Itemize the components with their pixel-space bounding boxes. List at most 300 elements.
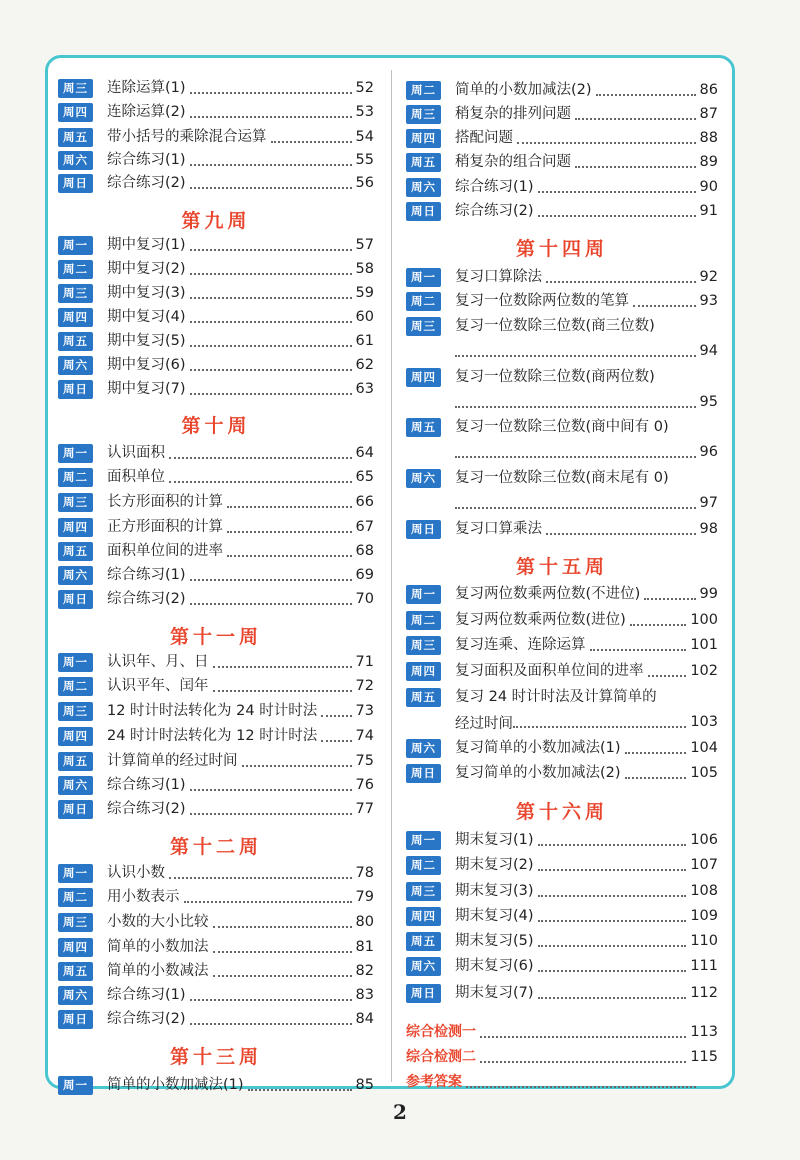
toc-entry-page: 66 bbox=[355, 494, 374, 510]
week-heading: 第十六周 bbox=[515, 801, 608, 823]
toc-entry-continuation bbox=[455, 492, 718, 514]
dot-leader bbox=[538, 869, 687, 871]
dot-leader bbox=[190, 92, 352, 94]
toc-entry-continuation bbox=[455, 391, 718, 413]
day-badge: 周二 bbox=[58, 260, 93, 279]
day-badge: 周五 bbox=[58, 752, 93, 771]
toc-entry[interactable] bbox=[406, 266, 718, 288]
day-badge: 周一 bbox=[406, 585, 441, 604]
dot-leader bbox=[513, 726, 686, 728]
day-badge: 周四 bbox=[58, 308, 93, 327]
toc-entry-title: 复习简单的小数加减法(1) bbox=[455, 740, 621, 756]
toc-entry-title: 复习两位数乘两位数(进位) bbox=[455, 612, 626, 628]
day-badge: 周日 bbox=[58, 174, 93, 193]
dot-leader bbox=[213, 666, 352, 668]
toc-entry-page: 83 bbox=[355, 987, 374, 1003]
day-badge: 周一 bbox=[406, 831, 441, 850]
toc-entry-title: 复习一位数除三位数(商中间有 0) bbox=[455, 419, 669, 435]
toc-entry-page: 81 bbox=[355, 939, 374, 955]
day-badge: 周五 bbox=[406, 418, 441, 437]
toc-entry-title: 期中复习(7) bbox=[107, 381, 186, 397]
week-heading: 第十一周 bbox=[169, 626, 262, 648]
day-badge: 周三 bbox=[58, 493, 93, 512]
toc-entry-page: 62 bbox=[355, 357, 374, 373]
dot-leader bbox=[321, 740, 351, 742]
day-badge: 周六 bbox=[406, 739, 441, 758]
toc-entry-page: 73 bbox=[355, 703, 374, 719]
day-badge: 周六 bbox=[406, 178, 441, 197]
toc-entry-page: 111 bbox=[690, 958, 718, 974]
toc-entry-continuation bbox=[455, 441, 718, 463]
dot-leader bbox=[633, 305, 696, 307]
day-badge: 周日 bbox=[406, 984, 441, 1003]
day-badge: 周日 bbox=[406, 520, 441, 539]
toc-entry-page: 93 bbox=[699, 293, 718, 309]
toc-entry-page: 89 bbox=[699, 154, 718, 170]
toc-entry-title: 复习两位数乘两位数(不进位) bbox=[455, 586, 641, 602]
dot-leader bbox=[575, 118, 696, 120]
week-heading: 第十五周 bbox=[515, 556, 608, 578]
toc-entry-title: 期中复习(1) bbox=[107, 237, 186, 253]
toc-entry[interactable] bbox=[406, 366, 718, 388]
toc-entry-page: 86 bbox=[699, 82, 718, 98]
dot-leader bbox=[538, 895, 687, 897]
toc-entry[interactable] bbox=[58, 540, 374, 562]
dot-leader bbox=[625, 752, 687, 754]
toc-entry[interactable] bbox=[406, 762, 718, 784]
dot-leader bbox=[213, 690, 352, 692]
dot-leader bbox=[455, 355, 696, 357]
toc-entry[interactable] bbox=[58, 126, 374, 148]
toc-entry-page: 107 bbox=[690, 857, 718, 873]
dot-leader bbox=[321, 715, 351, 717]
dot-leader bbox=[190, 1023, 352, 1025]
toc-entry-continuation bbox=[455, 711, 718, 733]
dot-leader bbox=[190, 321, 352, 323]
day-badge: 周六 bbox=[58, 151, 93, 170]
toc-entry-page: 60 bbox=[355, 309, 374, 325]
toc-entry[interactable] bbox=[406, 290, 718, 312]
toc-entry-page: 64 bbox=[355, 445, 374, 461]
toc-entry-title: 期中复习(4) bbox=[107, 309, 186, 325]
toc-entry-title: 面积单位 bbox=[107, 469, 165, 485]
day-badge: 周三 bbox=[406, 636, 441, 655]
day-badge: 周一 bbox=[406, 268, 441, 287]
day-badge: 周三 bbox=[58, 702, 93, 721]
toc-entry-continuation bbox=[455, 340, 718, 362]
toc-entry-title: 期末复习(3) bbox=[455, 883, 534, 899]
toc-entry-page: 74 bbox=[355, 728, 374, 744]
day-badge: 周三 bbox=[406, 882, 441, 901]
column-divider bbox=[391, 70, 392, 1082]
toc-entry-page: 76 bbox=[355, 777, 374, 793]
day-badge: 周四 bbox=[58, 103, 93, 122]
day-badge: 周一 bbox=[58, 444, 93, 463]
day-badge: 周一 bbox=[58, 236, 93, 255]
toc-entry[interactable] bbox=[58, 675, 374, 697]
toc-entry[interactable] bbox=[406, 686, 718, 708]
toc-entry[interactable] bbox=[406, 127, 718, 149]
toc-entry[interactable] bbox=[58, 101, 374, 123]
dot-leader bbox=[455, 507, 696, 509]
day-badge: 周五 bbox=[406, 688, 441, 707]
toc-entry-title: 复习口算除法 bbox=[455, 269, 542, 285]
toc-entry-title: 期末复习(6) bbox=[455, 958, 534, 974]
dot-leader bbox=[213, 975, 352, 977]
week-heading: 第十周 bbox=[181, 415, 251, 437]
toc-entry[interactable] bbox=[58, 378, 374, 400]
toc-entry-title: 期末复习(7) bbox=[455, 985, 534, 1001]
toc-entry-page: 72 bbox=[355, 678, 374, 694]
toc-entry-page: 108 bbox=[690, 883, 718, 899]
day-badge: 周五 bbox=[58, 962, 93, 981]
dot-leader bbox=[644, 598, 695, 600]
toc-entry[interactable] bbox=[58, 354, 374, 376]
toc-entry-page: 85 bbox=[355, 1077, 374, 1093]
toc-entry-title: 期中复习(6) bbox=[107, 357, 186, 373]
toc-entry-title: 复习一位数除三位数(商两位数) bbox=[455, 369, 655, 385]
day-badge: 周四 bbox=[406, 662, 441, 681]
dot-leader bbox=[546, 281, 696, 283]
day-badge: 周五 bbox=[58, 128, 93, 147]
toc-entry-page: 57 bbox=[355, 237, 374, 253]
toc-entry-title: 期末复习(1) bbox=[455, 832, 534, 848]
toc-entry-title: 正方形面积的计算 bbox=[107, 519, 223, 535]
toc-entry[interactable] bbox=[58, 282, 374, 304]
toc-entry[interactable] bbox=[406, 315, 718, 337]
toc-entry-page: 97 bbox=[699, 495, 718, 511]
toc-entry-page: 61 bbox=[355, 333, 374, 349]
dot-leader bbox=[538, 215, 696, 217]
dot-leader bbox=[538, 844, 687, 846]
day-badge: 周四 bbox=[406, 907, 441, 926]
toc-entry-title: 综合练习(1) bbox=[107, 567, 186, 583]
day-badge: 周一 bbox=[58, 1076, 93, 1095]
toc-entry-title: 长方形面积的计算 bbox=[107, 494, 223, 510]
toc-entry[interactable] bbox=[58, 862, 374, 884]
toc-entry-page: 80 bbox=[355, 914, 374, 930]
toc-entry-page: 71 bbox=[355, 654, 374, 670]
dot-leader bbox=[190, 999, 352, 1001]
toc-entry[interactable] bbox=[406, 660, 718, 682]
day-badge: 周六 bbox=[58, 986, 93, 1005]
toc-entry[interactable] bbox=[58, 588, 374, 610]
toc-entry-page: 91 bbox=[699, 203, 718, 219]
toc-entry[interactable] bbox=[406, 518, 718, 540]
dot-leader bbox=[190, 187, 352, 189]
toc-entry-title: 复习面积及面积单位间的进率 bbox=[455, 663, 644, 679]
dot-leader bbox=[190, 345, 352, 347]
toc-entry-title: 认识面积 bbox=[107, 445, 165, 461]
toc-entry-title: 简单的小数加减法(1) bbox=[107, 1077, 244, 1093]
dot-leader bbox=[190, 273, 352, 275]
toc-entry-title: 复习简单的小数加减法(2) bbox=[455, 765, 621, 781]
dot-leader bbox=[190, 249, 352, 251]
toc-entry-title: 认识平年、闰年 bbox=[107, 678, 209, 694]
week-heading: 第十三周 bbox=[169, 1046, 262, 1068]
day-badge: 周二 bbox=[406, 81, 441, 100]
toc-entry[interactable] bbox=[406, 609, 718, 631]
day-badge: 周日 bbox=[58, 1010, 93, 1029]
toc-entry[interactable] bbox=[58, 516, 374, 538]
toc-entry-page: 65 bbox=[355, 469, 374, 485]
toc-entry-title: 认识小数 bbox=[107, 865, 165, 881]
day-badge: 周五 bbox=[406, 153, 441, 172]
week-heading: 第十四周 bbox=[515, 238, 608, 260]
toc-entry[interactable] bbox=[58, 984, 374, 1006]
dot-leader bbox=[271, 141, 352, 143]
dot-leader bbox=[227, 506, 352, 508]
toc-entry[interactable] bbox=[406, 416, 718, 438]
dot-leader bbox=[538, 997, 687, 999]
toc-entry[interactable] bbox=[406, 1021, 718, 1043]
day-badge: 周六 bbox=[58, 356, 93, 375]
toc-entry-page: 105 bbox=[690, 765, 718, 781]
toc-entry-page: 59 bbox=[355, 285, 374, 301]
toc-entry[interactable] bbox=[406, 583, 718, 605]
toc-entry[interactable] bbox=[58, 330, 374, 352]
dot-leader bbox=[190, 789, 352, 791]
toc-entry[interactable] bbox=[406, 79, 718, 101]
day-badge: 周日 bbox=[406, 764, 441, 783]
dot-leader bbox=[190, 579, 352, 581]
toc-entry-title: 期末复习(4) bbox=[455, 908, 534, 924]
toc-entry[interactable] bbox=[58, 750, 374, 772]
toc-entry-page: 90 bbox=[699, 179, 718, 195]
toc-entry-title: 连除运算(2) bbox=[107, 104, 186, 120]
toc-entry[interactable] bbox=[406, 634, 718, 656]
toc-entry-title: 计算简单的经过时间 bbox=[107, 753, 238, 769]
day-badge: 周日 bbox=[58, 380, 93, 399]
toc-entry-title: 参考答案 bbox=[406, 1074, 462, 1090]
toc-entry[interactable] bbox=[406, 176, 718, 198]
toc-entry-page: 98 bbox=[699, 521, 718, 537]
toc-entry-title: 复习一位数除三位数(商末尾有 0) bbox=[455, 470, 669, 486]
toc-entry-page: 69 bbox=[355, 567, 374, 583]
toc-entry[interactable] bbox=[406, 955, 718, 977]
toc-entry[interactable] bbox=[58, 911, 374, 933]
dot-leader bbox=[625, 777, 687, 779]
toc-entry-title: 复习口算乘法 bbox=[455, 521, 542, 537]
dot-leader bbox=[190, 369, 352, 371]
dot-leader bbox=[190, 297, 352, 299]
toc-entry[interactable] bbox=[58, 258, 374, 280]
toc-entry-page: 55 bbox=[355, 152, 374, 168]
toc-entry-page: 94 bbox=[699, 343, 718, 359]
toc-entry-title: 期末复习(2) bbox=[455, 857, 534, 873]
dot-leader bbox=[538, 191, 696, 193]
toc-entry[interactable] bbox=[58, 886, 374, 908]
toc-entry[interactable] bbox=[58, 466, 374, 488]
toc-entry-title: 综合练习(2) bbox=[107, 801, 186, 817]
week-heading: 第十二周 bbox=[169, 836, 262, 858]
dot-leader bbox=[538, 920, 687, 922]
toc-entry-page: 95 bbox=[699, 394, 718, 410]
toc-entry-page: 67 bbox=[355, 519, 374, 535]
toc-entry-page: 103 bbox=[690, 714, 718, 730]
toc-entry-page: 113 bbox=[690, 1024, 718, 1040]
dot-leader bbox=[190, 603, 352, 605]
day-badge: 周日 bbox=[58, 590, 93, 609]
day-badge: 周四 bbox=[58, 938, 93, 957]
day-badge: 周五 bbox=[406, 932, 441, 951]
dot-leader bbox=[227, 555, 352, 557]
day-badge: 周二 bbox=[406, 292, 441, 311]
toc-entry-page: 109 bbox=[690, 908, 718, 924]
day-badge: 周四 bbox=[58, 727, 93, 746]
toc-entry[interactable] bbox=[58, 960, 374, 982]
toc-entry-page: 70 bbox=[355, 591, 374, 607]
toc-entry[interactable] bbox=[58, 77, 374, 99]
day-badge: 周四 bbox=[58, 518, 93, 537]
dot-leader bbox=[213, 951, 352, 953]
toc-entry-title: 综合检测二 bbox=[406, 1049, 476, 1065]
toc-entry[interactable] bbox=[58, 1008, 374, 1030]
day-badge: 周二 bbox=[58, 468, 93, 487]
toc-entry[interactable] bbox=[58, 149, 374, 171]
toc-entry-page: 75 bbox=[355, 753, 374, 769]
toc-entry-page: 112 bbox=[690, 985, 718, 1001]
dot-leader bbox=[455, 456, 696, 458]
toc-entry[interactable] bbox=[406, 737, 718, 759]
dot-leader bbox=[242, 765, 352, 767]
dot-leader bbox=[648, 675, 687, 677]
toc-entry-page: 56 bbox=[355, 175, 374, 191]
day-badge: 周日 bbox=[406, 202, 441, 221]
toc-entry[interactable] bbox=[58, 491, 374, 513]
toc-entry-title: 期中复习(3) bbox=[107, 285, 186, 301]
toc-entry[interactable] bbox=[406, 982, 718, 1004]
dot-leader bbox=[190, 393, 352, 395]
day-badge: 周二 bbox=[58, 677, 93, 696]
toc-entry-title: 期中复习(2) bbox=[107, 261, 186, 277]
dot-leader bbox=[538, 945, 687, 947]
toc-entry-title: 认识年、月、日 bbox=[107, 654, 209, 670]
toc-entry-title-line2: 经过时间 bbox=[455, 715, 513, 732]
toc-entry-title: 稍复杂的组合问题 bbox=[455, 154, 571, 170]
toc-entry-page: 79 bbox=[355, 889, 374, 905]
toc-entry-title: 12 时计时法转化为 24 时计时法 bbox=[107, 703, 318, 719]
dot-leader bbox=[213, 926, 352, 928]
toc-entry-page: 110 bbox=[690, 933, 718, 949]
toc-entry-page: 78 bbox=[355, 865, 374, 881]
day-badge: 周六 bbox=[406, 469, 441, 488]
day-badge: 周三 bbox=[58, 913, 93, 932]
toc-entry[interactable] bbox=[58, 1074, 374, 1096]
toc-entry-page: 84 bbox=[355, 1011, 374, 1027]
toc-entry[interactable] bbox=[406, 1071, 718, 1093]
toc-entry[interactable] bbox=[58, 564, 374, 586]
day-badge: 周一 bbox=[58, 864, 93, 883]
day-badge: 周三 bbox=[58, 79, 93, 98]
toc-entry[interactable] bbox=[58, 936, 374, 958]
toc-entry-page: 52 bbox=[355, 80, 374, 96]
toc-entry-title: 综合练习(1) bbox=[107, 987, 186, 1003]
toc-entry-page: 102 bbox=[690, 663, 718, 679]
toc-entry[interactable] bbox=[406, 905, 718, 927]
toc-entry-page: 77 bbox=[355, 801, 374, 817]
toc-entry[interactable] bbox=[406, 829, 718, 851]
toc-entry-title: 期中复习(5) bbox=[107, 333, 186, 349]
toc-entry-title: 搭配问题 bbox=[455, 130, 513, 146]
toc-entry-title: 综合练习(1) bbox=[107, 152, 186, 168]
toc-entry[interactable] bbox=[406, 103, 718, 125]
dot-leader bbox=[596, 94, 696, 96]
day-badge: 周四 bbox=[406, 129, 441, 148]
toc-entry-page: 88 bbox=[699, 130, 718, 146]
toc-entry-title: 综合练习(1) bbox=[107, 777, 186, 793]
toc-entry[interactable] bbox=[58, 651, 374, 673]
toc-entry[interactable] bbox=[58, 172, 374, 194]
toc-entry-title: 综合练习(2) bbox=[107, 1011, 186, 1027]
day-badge: 周三 bbox=[406, 317, 441, 336]
day-badge: 周五 bbox=[58, 542, 93, 561]
toc-entry-page: 82 bbox=[355, 963, 374, 979]
toc-entry-title: 综合练习(2) bbox=[455, 203, 534, 219]
dot-leader bbox=[538, 970, 687, 972]
toc-entry-page: 100 bbox=[690, 612, 718, 628]
toc-entry[interactable] bbox=[58, 234, 374, 256]
week-heading: 第九周 bbox=[181, 210, 251, 232]
toc-entry[interactable] bbox=[58, 774, 374, 796]
toc-entry-title: 综合练习(1) bbox=[455, 179, 534, 195]
dot-leader bbox=[630, 624, 686, 626]
toc-entry-title: 复习 24 时计时法及计算简单的 bbox=[455, 689, 657, 705]
day-badge: 周二 bbox=[406, 611, 441, 630]
toc-entry[interactable] bbox=[406, 467, 718, 489]
day-badge: 周四 bbox=[406, 368, 441, 387]
day-badge: 周二 bbox=[406, 856, 441, 875]
dot-leader bbox=[480, 1036, 686, 1038]
day-badge: 周三 bbox=[58, 284, 93, 303]
toc-entry-title: 稍复杂的排列问题 bbox=[455, 106, 571, 122]
toc-entry[interactable] bbox=[58, 798, 374, 820]
dot-leader bbox=[190, 116, 352, 118]
toc-entry[interactable] bbox=[58, 306, 374, 328]
day-badge: 周六 bbox=[58, 776, 93, 795]
toc-entry-title: 小数的大小比较 bbox=[107, 914, 209, 930]
page-number: 2 bbox=[393, 1100, 407, 1124]
toc-entry-title: 面积单位间的进率 bbox=[107, 543, 223, 559]
toc-entry[interactable] bbox=[58, 700, 374, 722]
toc-entry-title: 简单的小数减法 bbox=[107, 963, 209, 979]
toc-entry-page: 63 bbox=[355, 381, 374, 397]
toc-entry-title: 复习一位数除三位数(商三位数) bbox=[455, 318, 655, 334]
dot-leader bbox=[169, 877, 352, 879]
toc-entry[interactable] bbox=[406, 880, 718, 902]
day-badge: 周二 bbox=[58, 888, 93, 907]
dot-leader bbox=[466, 1086, 696, 1088]
toc-entry[interactable] bbox=[58, 442, 374, 464]
toc-entry[interactable] bbox=[406, 200, 718, 222]
dot-leader bbox=[546, 533, 696, 535]
toc-entry[interactable] bbox=[406, 1046, 718, 1068]
day-badge: 周六 bbox=[406, 957, 441, 976]
toc-entry-page: 53 bbox=[355, 104, 374, 120]
toc-entry[interactable] bbox=[406, 854, 718, 876]
toc-entry[interactable] bbox=[58, 725, 374, 747]
toc-entry-page: 58 bbox=[355, 261, 374, 277]
toc-entry[interactable] bbox=[406, 151, 718, 173]
toc-entry[interactable] bbox=[406, 930, 718, 952]
dot-leader bbox=[169, 457, 352, 459]
toc-entry-title: 24 时计时法转化为 12 时计时法 bbox=[107, 728, 318, 744]
day-badge: 周日 bbox=[58, 800, 93, 819]
dot-leader bbox=[169, 481, 352, 483]
dot-leader bbox=[590, 649, 687, 651]
day-badge: 周一 bbox=[58, 653, 93, 672]
toc-entry-title: 用小数表示 bbox=[107, 889, 180, 905]
